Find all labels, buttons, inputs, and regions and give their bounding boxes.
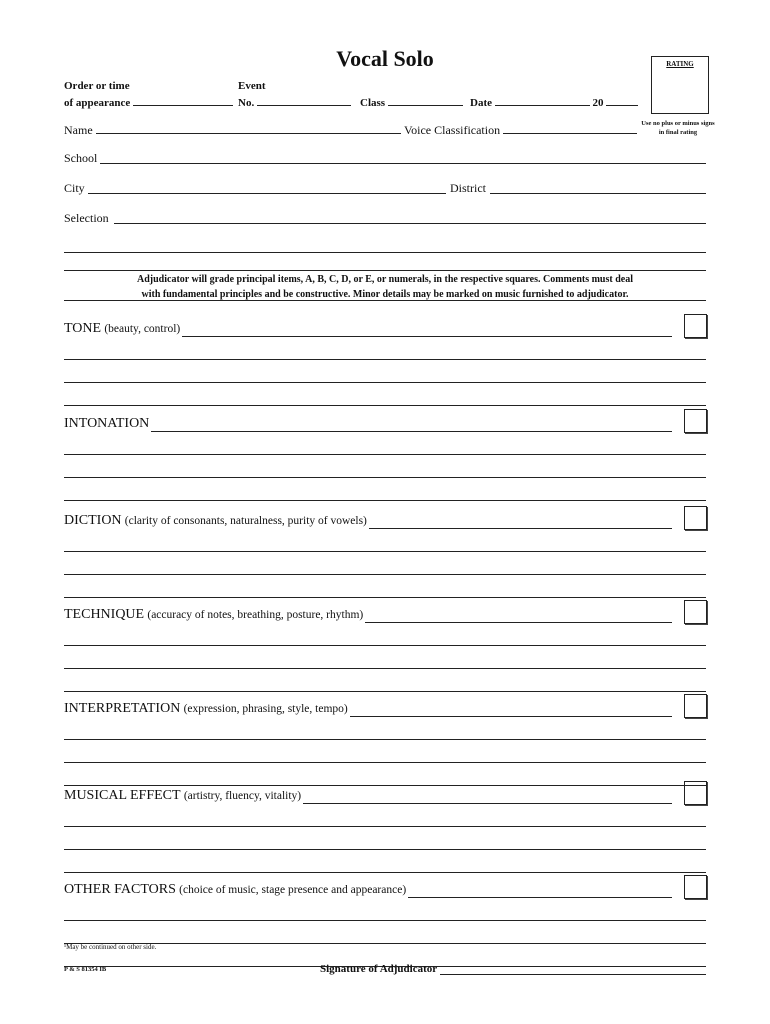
section-label-3 bbox=[64, 606, 363, 623]
comment-line[interactable] bbox=[64, 477, 706, 478]
comment-line[interactable] bbox=[64, 826, 706, 827]
comment-line[interactable] bbox=[64, 739, 706, 740]
grade-box[interactable] bbox=[684, 506, 707, 530]
date-year-label: 20 bbox=[592, 97, 604, 109]
section-heading: DICTION bbox=[64, 513, 122, 528]
order-label-line1: Order or time bbox=[64, 80, 130, 92]
section-heading: MUSICAL EFFECT bbox=[64, 788, 181, 803]
selection-field-line2[interactable] bbox=[64, 252, 706, 253]
comment-line[interactable] bbox=[365, 622, 672, 623]
comment-line[interactable] bbox=[303, 803, 672, 804]
comment-line[interactable] bbox=[64, 454, 706, 455]
section-heading: TONE bbox=[64, 321, 102, 336]
section-subtitle: (beauty, control) bbox=[104, 323, 181, 335]
section-subtitle: (accuracy of notes, breathing, posture, rhythm) bbox=[147, 609, 364, 621]
section-subtitle: (expression, phrasing, style, tempo) bbox=[183, 703, 348, 715]
event-label-line1: Event bbox=[238, 80, 266, 92]
event-no-field[interactable] bbox=[257, 94, 351, 106]
comment-line[interactable] bbox=[64, 691, 706, 692]
comment-line[interactable] bbox=[64, 762, 706, 763]
grade-box[interactable] bbox=[684, 314, 707, 338]
continued-note: ¹May be continued on other side. bbox=[64, 943, 157, 951]
district-field[interactable] bbox=[490, 193, 706, 194]
event-label-line2: No. bbox=[238, 97, 255, 109]
comment-line[interactable] bbox=[64, 872, 706, 873]
comment-line[interactable] bbox=[350, 716, 672, 717]
order-field[interactable] bbox=[133, 94, 233, 106]
school-field[interactable] bbox=[100, 163, 706, 164]
section-heading: OTHER FACTORS bbox=[64, 882, 176, 897]
section-heading: INTERPRETATION bbox=[64, 701, 181, 716]
name-field[interactable] bbox=[96, 122, 401, 134]
signature-label: Signature of Adjudicator bbox=[320, 963, 438, 975]
section-label-5 bbox=[64, 787, 301, 804]
comment-line[interactable] bbox=[64, 943, 706, 944]
comment-line[interactable] bbox=[408, 897, 672, 898]
comment-line[interactable] bbox=[182, 336, 672, 337]
date-year-field[interactable] bbox=[606, 94, 638, 106]
comment-line[interactable] bbox=[64, 574, 706, 575]
section-subtitle: (artistry, fluency, vitality) bbox=[183, 790, 302, 802]
grade-box[interactable] bbox=[684, 781, 707, 805]
instructions-line1: Adjudicator will grade principal items, A, B, C, D, or E, or numerals, in the respective squares. Comments must deal bbox=[136, 274, 633, 285]
section-label-1 bbox=[64, 415, 149, 432]
comment-line[interactable] bbox=[64, 645, 706, 646]
section-label-4 bbox=[64, 700, 348, 717]
comment-line[interactable] bbox=[369, 528, 672, 529]
rating-label: RATING bbox=[666, 60, 694, 68]
comment-line[interactable] bbox=[64, 359, 706, 360]
comment-line[interactable] bbox=[64, 785, 706, 786]
comment-line[interactable] bbox=[64, 920, 706, 921]
comment-line[interactable] bbox=[64, 382, 706, 383]
comment-line[interactable] bbox=[151, 431, 672, 432]
section-subtitle: (choice of music, stage presence and appearance) bbox=[179, 884, 407, 896]
comment-line[interactable] bbox=[64, 551, 706, 552]
signature-field[interactable] bbox=[440, 974, 706, 975]
class-field[interactable] bbox=[388, 94, 463, 106]
comment-line[interactable] bbox=[64, 500, 706, 501]
class-label: Class bbox=[360, 97, 386, 109]
date-field[interactable] bbox=[495, 94, 590, 106]
grade-box[interactable] bbox=[684, 694, 707, 718]
grade-box[interactable] bbox=[684, 600, 707, 624]
city-field[interactable] bbox=[88, 193, 446, 194]
name-label: Name bbox=[64, 123, 93, 137]
voice-classification-label: Voice Classification bbox=[404, 123, 501, 137]
form-title: Vocal Solo bbox=[336, 46, 434, 71]
section-subtitle: (clarity of consonants, naturalness, purity of vowels) bbox=[124, 515, 367, 527]
section-label-2 bbox=[64, 512, 367, 529]
comment-line[interactable] bbox=[64, 405, 706, 406]
comment-line[interactable] bbox=[64, 668, 706, 669]
selection-label: Selection bbox=[64, 211, 109, 225]
rating-box[interactable] bbox=[651, 56, 709, 114]
city-label: City bbox=[64, 181, 85, 195]
section-label-6 bbox=[64, 881, 406, 898]
section-heading: TECHNIQUE bbox=[64, 607, 145, 622]
form-code: P & S 81354 IB bbox=[64, 966, 107, 973]
grade-box[interactable] bbox=[684, 875, 707, 899]
rating-note: Use no plus or minus signs in final rating bbox=[641, 120, 715, 136]
instructions-line2: with fundamental principles and be constructive. Minor details may be marked on music furnished to adjudicator. bbox=[141, 289, 629, 300]
date-label: Date bbox=[470, 97, 492, 109]
section-heading: INTONATION bbox=[64, 416, 150, 431]
instructions-box bbox=[64, 270, 706, 301]
comment-line[interactable] bbox=[64, 849, 706, 850]
comment-line[interactable] bbox=[64, 597, 706, 598]
school-label: School bbox=[64, 151, 98, 165]
order-label-line2: of appearance bbox=[64, 97, 131, 109]
grade-box[interactable] bbox=[684, 409, 707, 433]
section-label-0 bbox=[64, 320, 180, 337]
district-label: District bbox=[450, 181, 486, 195]
voice-classification-field[interactable] bbox=[503, 122, 637, 134]
selection-field[interactable] bbox=[114, 223, 706, 224]
